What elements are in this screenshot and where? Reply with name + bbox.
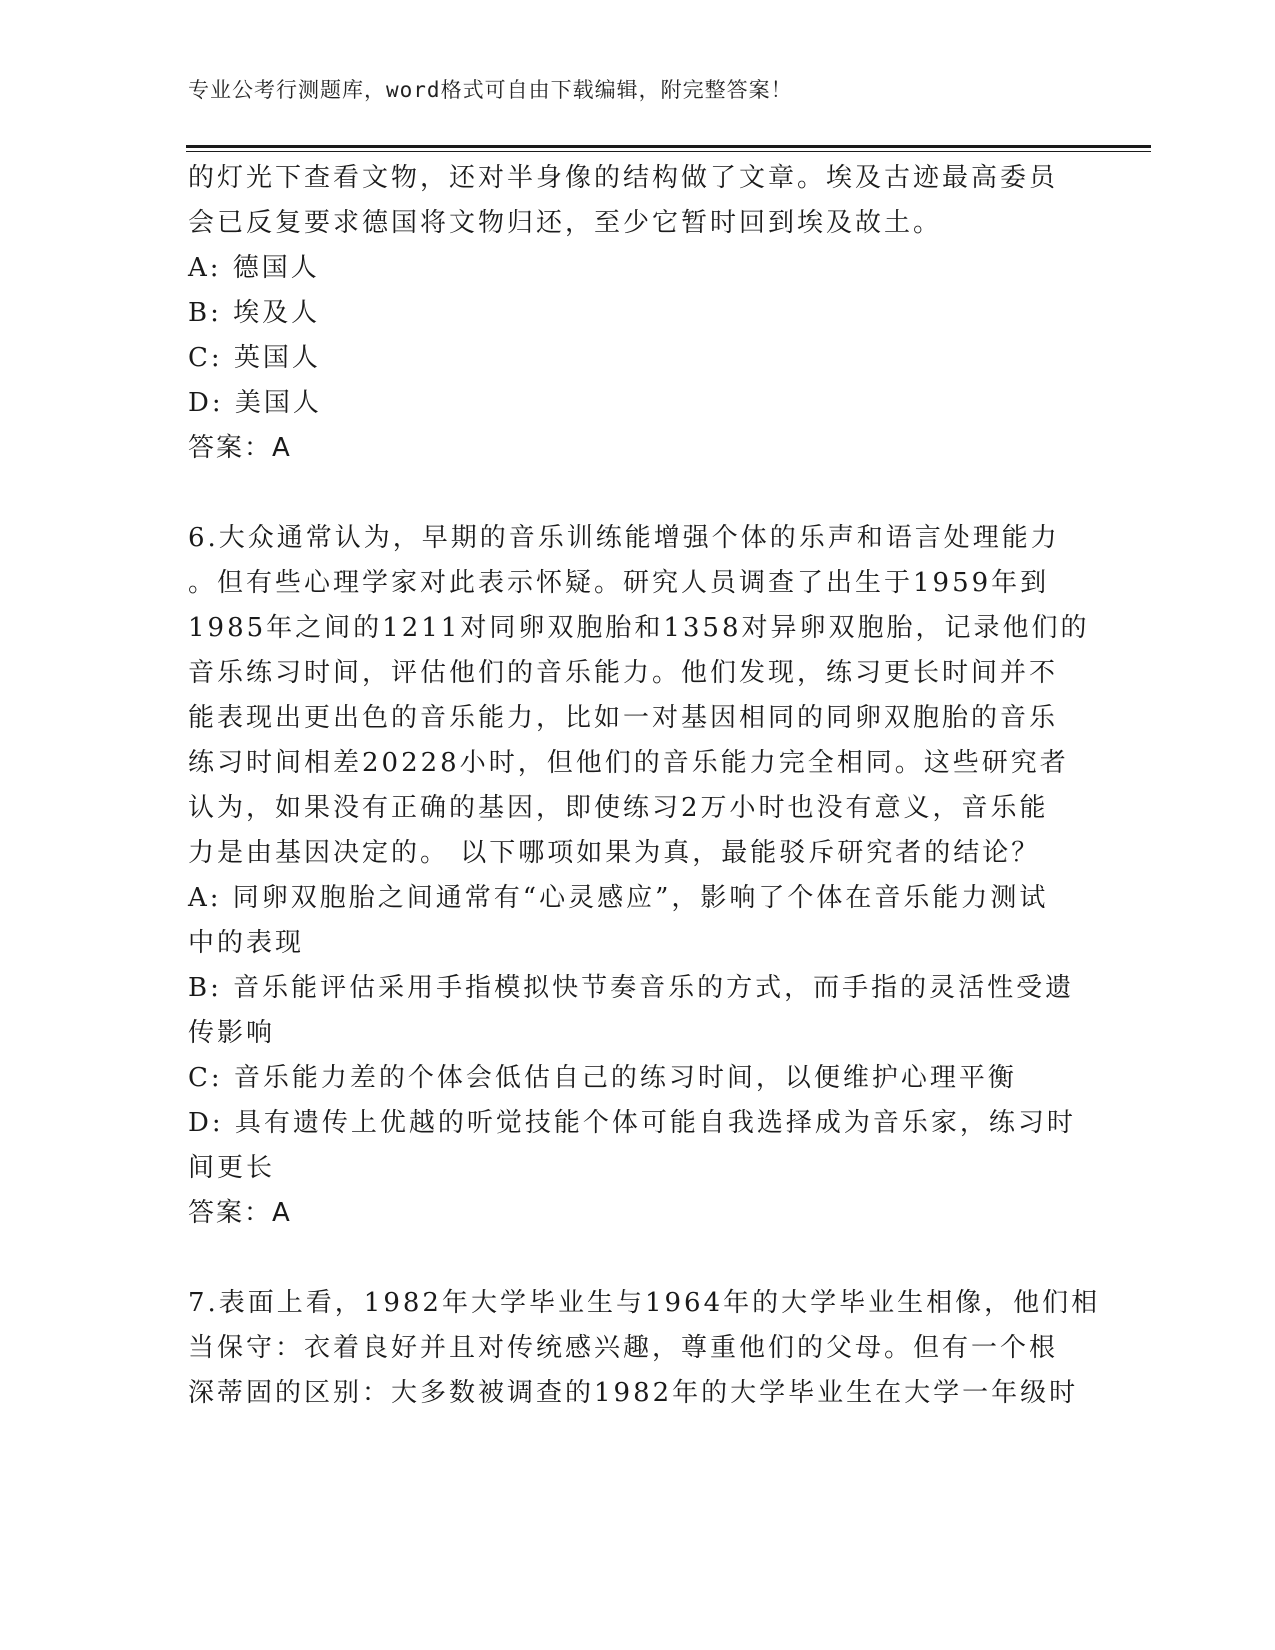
question-text-line: 音乐练习时间，评估他们的音乐能力。他们发现，练习更长时间并不 (188, 658, 1059, 688)
document-body (188, 156, 1101, 1416)
question-6 (188, 516, 1088, 1236)
option-b-continued: 传影响 (188, 1018, 276, 1048)
question-text-line: 1985年之间的1211对同卵双胞胎和1358对异卵双胞胎，记录他们的 (188, 613, 1090, 643)
question-text-line: 的灯光下查看文物，还对半身像的结构做了文章。埃及古迹最高委员 (188, 163, 1059, 193)
option-b: B: 埃及人 (188, 298, 321, 328)
question-text-line: 7.表面上看，1982年大学毕业生与1964年的大学毕业生相像，他们相 (188, 1288, 1101, 1318)
question-text-line: 深蒂固的区别：大多数被调查的1982年的大学毕业生在大学一年级时 (188, 1378, 1079, 1408)
question-text-line: 会已反复要求德国将文物归还，至少它暂时回到埃及故土。 (188, 208, 943, 238)
question-text-line: 练习时间相差20228小时，但他们的音乐能力完全相同。这些研究者 (188, 748, 1069, 778)
answer-line: 答案：A (188, 433, 292, 463)
question-text-line: 。但有些心理学家对此表示怀疑。研究人员调查了出生于1959年到 (188, 568, 1050, 598)
question-7 (188, 1281, 1101, 1416)
spacer (188, 1236, 1088, 1281)
option-d: D: 具有遗传上优越的听觉技能个体可能自我选择成为音乐家，练习时 (188, 1108, 1076, 1138)
spacer (188, 471, 1088, 516)
question-text-line: 6.大众通常认为，早期的音乐训练能增强个体的乐声和语言处理能力 (188, 523, 1060, 553)
option-b: B: 音乐能评估采用手指模拟快节奏音乐的方式，而手指的灵活性受遗 (188, 973, 1075, 1003)
header-divider-thin (186, 151, 1151, 152)
option-a-continued: 中的表现 (188, 928, 305, 958)
question-5-continuation (188, 156, 1088, 471)
option-d-continued: 间更长 (188, 1153, 276, 1183)
option-a: A: 同卵双胞胎之间通常有“心灵感应”，影响了个体在音乐能力测试 (188, 883, 1049, 913)
question-text-line: 能表现出更出色的音乐能力，比如一对基因相同的同卵双胞胎的音乐 (188, 703, 1059, 733)
header-divider-thick (186, 145, 1151, 148)
option-d: D: 美国人 (188, 388, 322, 418)
option-c: C: 英国人 (188, 343, 321, 373)
question-text-line: 力是由基因决定的。 以下哪项如果为真，最能驳斥研究者的结论？ (188, 838, 1041, 868)
option-c: C: 音乐能力差的个体会低估自己的练习时间，以便维护心理平衡 (188, 1063, 1017, 1093)
option-a: A: 德国人 (188, 253, 320, 283)
question-text-line: 认为，如果没有正确的基因，即使练习2万小时也没有意义，音乐能 (188, 793, 1049, 823)
answer-line: 答案：A (188, 1198, 292, 1228)
page-header: 专业公考行测题库，word格式可自由下载编辑，附完整答案！ (188, 78, 793, 102)
question-text-line: 当保守：衣着良好并且对传统感兴趣，尊重他们的父母。但有一个根 (188, 1333, 1059, 1363)
